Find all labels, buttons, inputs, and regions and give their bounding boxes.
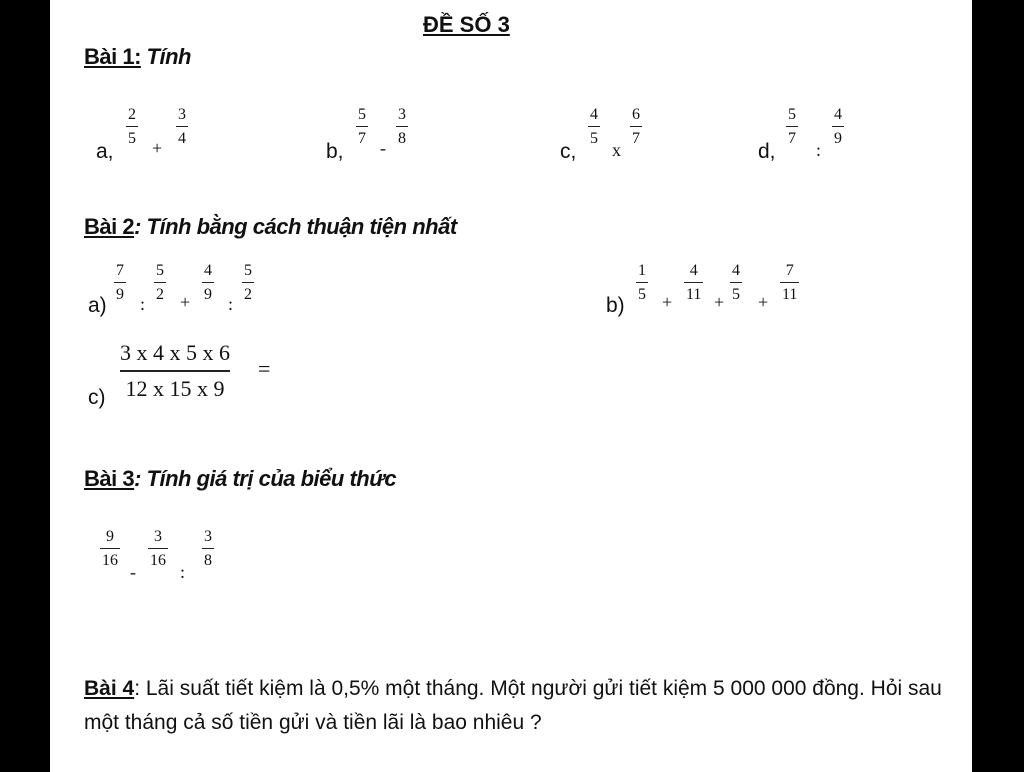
bai3-op1: - (130, 562, 136, 582)
bai2-label: Bài 2 (84, 214, 135, 239)
document-title: ĐỀ SỐ 3 (423, 12, 510, 37)
bai1-b-frac2: 3 8 (398, 106, 406, 147)
bai3-heading (84, 466, 396, 492)
bai4-label: Bài 4 (84, 677, 135, 700)
bai2-a-frac1: 7 9 (116, 262, 124, 303)
bai2-a-frac4: 5 2 (244, 262, 252, 303)
bai2-b-frac1: 1 5 (638, 262, 646, 303)
bai2-c-numerator: 3 x 4 x 5 x 6 (120, 340, 230, 365)
bai2-text: : Tính bằng cách thuận tiện nhất (134, 214, 457, 239)
bai2-b-letter: b) (606, 294, 625, 317)
bai3-op2: : (180, 562, 186, 582)
bai3-frac2: 3 16 (150, 528, 166, 569)
bai2-a-op3: : (228, 294, 234, 314)
bai1-heading (84, 44, 191, 70)
bai2-a-op1: : (140, 294, 146, 314)
bai1-a-frac2: 3 4 (178, 106, 186, 147)
bai2-b-op2: + (714, 292, 725, 312)
bai2-heading (84, 214, 457, 240)
bai1-b-frac1: 5 7 (358, 106, 366, 147)
bai1-c-frac2: 6 7 (632, 106, 640, 147)
bai1-a-frac1: 2 5 (128, 106, 136, 147)
bai2-a-op2: + (180, 292, 191, 312)
bai2-b-frac2: 4 11 (686, 262, 702, 303)
bai1-d-frac2: 4 9 (834, 106, 842, 147)
bai1-a-op: + (152, 138, 163, 158)
bai1-d-letter: d, (758, 140, 776, 163)
bai4-text: : Lãi suất tiết kiệm là 0,5% một tháng. Một người gửi tiết kiệm 5 000 000 đồng. Hỏi sau một tháng cả số tiền gửi và tiền lãi là bao nhiêu ? (84, 677, 942, 734)
bai1-a-letter: a, (96, 140, 114, 163)
bai4-paragraph (84, 672, 944, 740)
bai1-c-letter: c, (560, 140, 577, 163)
bai3-text: : Tính giá trị của biểu thức (134, 466, 397, 491)
bai2-a-letter: a) (88, 294, 107, 317)
bai2-c-denominator: 12 x 15 x 9 (125, 375, 225, 401)
bai3-frac3: 3 8 (204, 528, 212, 569)
bai3-label: Bài 3 (84, 466, 135, 491)
bai2-a-frac3: 4 9 (204, 262, 212, 303)
bai2-b-op1: + (662, 292, 673, 312)
bai1-text: Tính (146, 44, 191, 69)
bai1-c-frac1: 4 5 (590, 106, 598, 147)
document-page (50, 0, 972, 772)
bai1-b-letter: b, (326, 140, 344, 163)
bai2-b-frac4: 7 11 (782, 262, 798, 303)
bai1-d-op: : (816, 140, 822, 160)
bai3-frac1: 9 16 (102, 528, 118, 569)
bai1-c-op: x (612, 140, 621, 160)
bai2-b-frac3: 4 5 (732, 262, 740, 303)
bai2-a-frac2: 5 2 (156, 262, 164, 303)
bai1-d-frac1: 5 7 (788, 106, 796, 147)
bai2-c-equals: = (258, 356, 271, 381)
bai1-b-op: - (380, 138, 386, 158)
bai2-b-op3: + (758, 292, 769, 312)
bai2-c-letter: c) (88, 386, 106, 409)
bai1-label: Bài 1: (84, 44, 141, 69)
bai2-c-fraction (120, 340, 230, 402)
